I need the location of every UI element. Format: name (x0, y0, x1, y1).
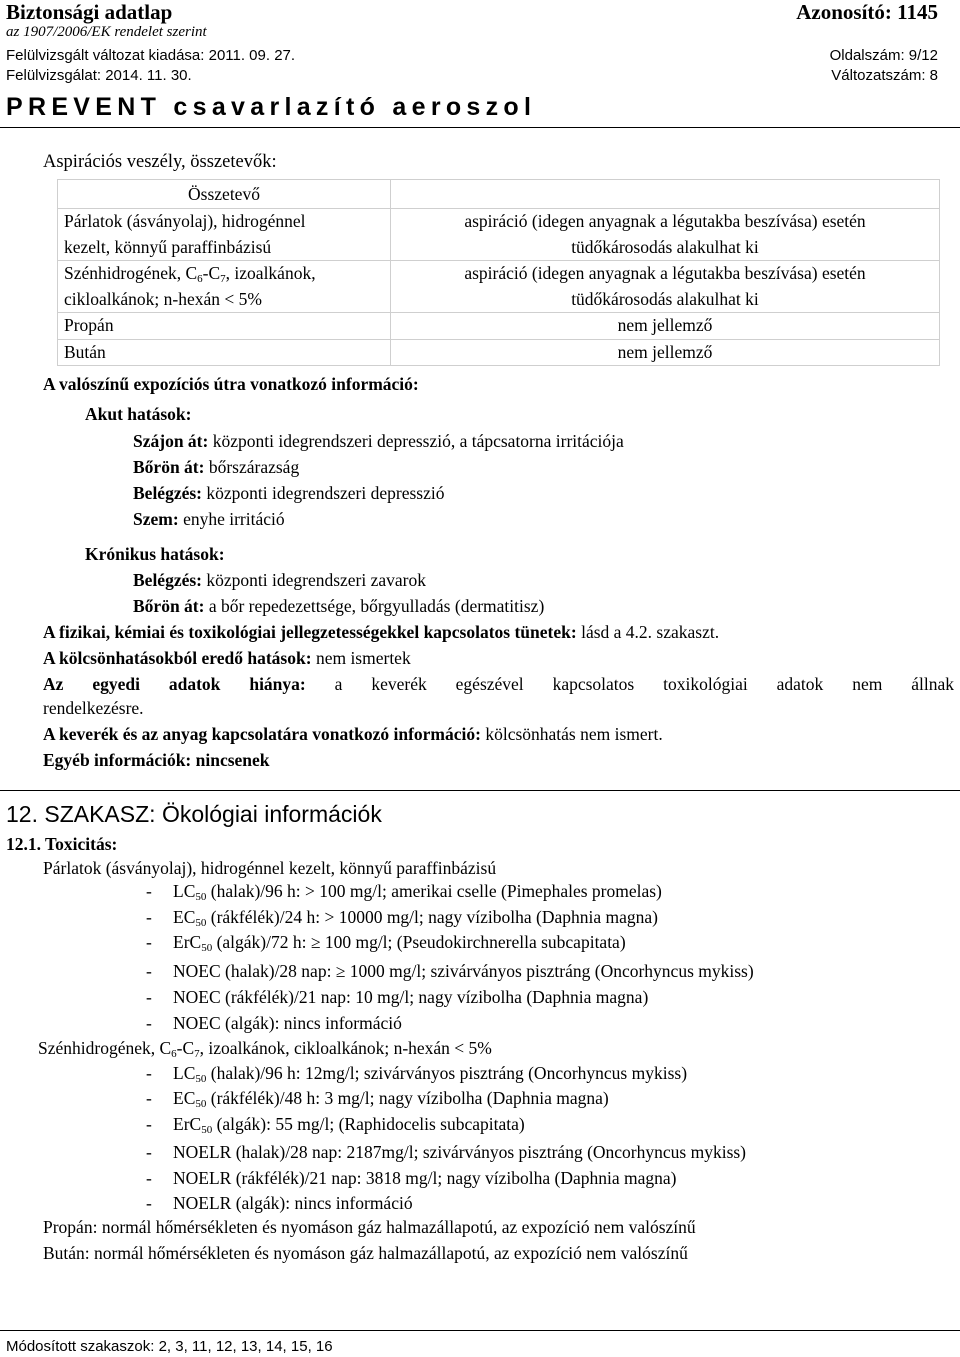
toxicity-item: - NOELR (algák): nincs információ (146, 1193, 413, 1213)
change-number: Változatszám: 8 (831, 67, 938, 84)
modified-sections: Módosított szakaszok: 2, 3, 11, 12, 13, 14, 15, 16 (6, 1338, 333, 1355)
other-info-line: Egyéb információk: nincsenek (43, 750, 270, 770)
list-dash: - (146, 1142, 152, 1162)
list-dash: - (146, 961, 152, 981)
exposure-heading: A valószínű expozíciós útra vonatkozó információ: (43, 374, 419, 394)
component-line: kezelt, könnyű paraffinbázisú (64, 236, 272, 257)
list-dash: - (146, 1013, 152, 1033)
toxicity-item: - ErC$_{50}$ (algák): 55 mg/l; (Raphidocelis subcapitata) (146, 1114, 525, 1136)
toxicity-item: - NOEC (halak)/28 nap: ≥ 1000 mg/l; szivárványos pisztráng (Oncorhyncus mykiss) (146, 961, 754, 981)
list-dash: - (146, 932, 152, 952)
component-line: Párlatok (ásványolaj), hidrogénnel (64, 211, 306, 231)
aspiration-heading: Aspirációs veszély, összetevők: (43, 152, 277, 172)
effect-line: tüdőkárosodás alakulhat ki (571, 288, 759, 309)
component-cell: Bután (58, 339, 391, 366)
page-number: Oldalszám: 9/12 (829, 47, 938, 64)
list-dash: - (146, 1193, 152, 1213)
product-name: PREVENT csavarlazító aeroszol (6, 93, 537, 121)
aspiration-table (57, 179, 940, 366)
document-title: Biztonsági adatlap (6, 0, 173, 24)
acute-skin: Bőrön át: bőrszárazság (133, 457, 300, 477)
table-header-effect (391, 180, 940, 209)
toxicity-item: - NOEC (rákfélék)/21 nap: 10 mg/l; nagy vízibolha (Daphnia magna) (146, 987, 649, 1007)
toxicity-item: - $LC_{50}$ (halak)/96 h: 12mg/l; szivárványos pisztráng (Oncorhyncus mykiss) (146, 1063, 688, 1085)
toxicity-item: - $EC_{50}$ (rákfélék)/24 h: > 10000 mg/l; nagy vízibolha (Daphnia magna) (146, 907, 658, 929)
table-header-row (58, 180, 940, 209)
list-dash: - (146, 907, 152, 927)
component-cell (58, 261, 391, 313)
footer-divider (0, 1330, 960, 1331)
acute-oral: Szájon át: központi idegrendszeri depresszió, a tápcsatorna irritációja (133, 431, 624, 451)
chronic-inhalation: Belégzés: központi idegrendszeri zavarok (133, 570, 427, 590)
mixture-line: A keverék és az anyag kapcsolatára vonatkozó információ: kölcsönhatás nem ismert. (43, 724, 663, 744)
revision-issued: Felülvizsgált változat kiadása: 2011. 09. 27. (6, 47, 296, 64)
substance-1-name: Párlatok (ásványolaj), hidrogénnel kezelt, könnyű paraffinbázisú (43, 858, 497, 878)
list-dash: - (146, 881, 152, 901)
document-id: Azonosító: 1145 (796, 0, 938, 24)
interaction-line: A kölcsönhatásokból eredő hatások: nem ismertek (43, 648, 411, 668)
list-dash: - (146, 1168, 152, 1188)
toxicity-item: - NOELR (halak)/28 nap: 2187mg/l; szivárványos pisztráng (Oncorhyncus mykiss) (146, 1142, 747, 1162)
component-cell: Propán (58, 313, 391, 340)
acute-inhalation: Belégzés: központi idegrendszeri depresszió (133, 483, 445, 503)
list-dash: - (146, 1114, 152, 1134)
component-line: cikloalkánok; n-hexán < 5% (64, 288, 262, 309)
revision-date: Felülvizsgálat: 2014. 11. 30. (6, 67, 192, 84)
acute-heading: Akut hatások: (85, 404, 192, 424)
section-12-title: 12. SZAKASZ: Ökológiai információk (6, 801, 382, 827)
table-row (58, 209, 940, 261)
propane-note: Propán: normál hőmérsékleten és nyomáson gáz halmazállapotú, az expozíció nem valószínű (43, 1217, 696, 1237)
substance-2-name: Szénhidrogének, $C_6-C_7$, izoalkánok, cikloalkánok; n-hexán < 5% (38, 1038, 492, 1060)
missing-data-line2: rendelkezésre. (43, 698, 144, 718)
table-row (58, 313, 940, 340)
chronic-heading: Krónikus hatások: (85, 544, 225, 564)
table-row (58, 261, 940, 313)
toxicity-item: - $EC_{50}$ (rákfélék)/48 h: 3 mg/l; nagy vízibolha (Daphnia magna) (146, 1088, 609, 1110)
effect-cell (391, 261, 940, 313)
effect-line: aspiráció (idegen anyagnak a légutakba beszívása) esetén (464, 211, 866, 231)
acute-eye: Szem: enyhe irritáció (133, 509, 285, 529)
effect-cell: nem jellemző (391, 339, 940, 366)
component-cell (58, 209, 391, 261)
toxicity-item: - ErC$_{50}$ (algák)/72 h: ≥ 100 mg/l; (Pseudokirchnerella subcapitata) (146, 932, 626, 954)
regulation-reference: az 1907/2006/EK rendelet szerint (6, 24, 207, 40)
effect-line: aspiráció (idegen anyagnak a légutakba beszívása) esetén (464, 263, 866, 283)
effect-cell: nem jellemző (391, 313, 940, 340)
header-divider (0, 127, 960, 128)
toxicity-item: - NOELR (rákfélék)/21 nap: 3818 mg/l; nagy vízibolha (Daphnia magna) (146, 1168, 677, 1188)
list-dash: - (146, 1063, 152, 1083)
list-dash: - (146, 1088, 152, 1108)
butane-note: Bután: normál hőmérsékleten és nyomáson gáz halmazállapotú, az expozíció nem valószínű (43, 1243, 688, 1263)
chronic-skin: Bőrön át: a bőr repedezettsége, bőrgyulladás (dermatitisz) (133, 596, 545, 616)
missing-data-line: Az egyedi adatok hiánya: a keverék egészével kapcsolatos toxikológiai adatok nem állnak (43, 674, 955, 694)
component-line: Szénhidrogének, $C_6-C_7$, izoalkánok, (64, 263, 316, 285)
effect-line: tüdőkárosodás alakulhat ki (571, 236, 759, 257)
toxicity-subtitle: 12.1. Toxicitás: (6, 834, 118, 854)
table-row (58, 339, 940, 366)
toxicity-item: - NOEC (algák): nincs információ (146, 1013, 402, 1033)
effect-cell (391, 209, 940, 261)
toxicity-item: - $LC_{50}$ (halak)/96 h: > 100 mg/l; amerikai cselle (Pimephales promelas) (146, 881, 662, 903)
list-dash: - (146, 987, 152, 1007)
table-header-component: Összetevő (58, 180, 391, 209)
section-divider (0, 790, 960, 791)
symptoms-line: A fizikai, kémiai és toxikológiai jellegzetességekkel kapcsolatos tünetek: lásd a 4.2. szakaszt. (43, 622, 720, 642)
